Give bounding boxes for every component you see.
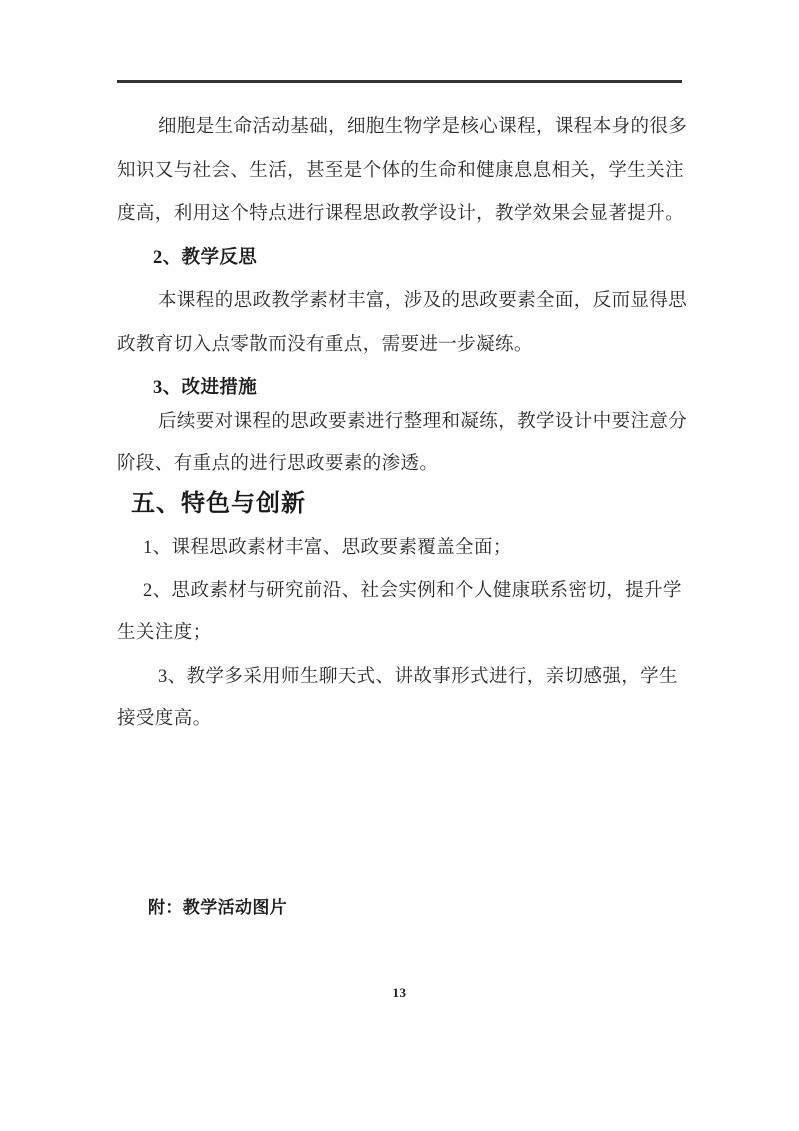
features-item-2-line-1: 2、思政素材与研究前沿、社会实例和个人健康联系密切，提升学 — [143, 581, 682, 601]
improvement-paragraph-line-1: 后续要对课程的思政要素进行整理和凝练，教学设计中要注意分 — [158, 412, 688, 432]
features-item-3-line-1: 3、教学多采用师生聊天式、讲故事形式进行，亲切感强，学生 — [158, 667, 678, 687]
intro-paragraph-line-2: 知识又与社会、生活，甚至是个体的生命和健康息息相关，学生关注 — [117, 161, 685, 181]
features-item-2-line-2: 生关注度； — [117, 623, 212, 643]
section-heading-teaching-reflection: 2、教学反思 — [153, 248, 258, 268]
intro-paragraph-line-3: 度高，利用这个特点进行课程思政教学设计，教学效果会显著提升。 — [117, 204, 685, 224]
reflection-paragraph-line-1: 本课程的思政教学素材丰富，涉及的思政要素全面，反而显得思 — [158, 291, 688, 311]
header-rule — [117, 80, 682, 83]
intro-paragraph-line-1: 细胞是生命活动基础，细胞生物学是核心课程，课程本身的很多 — [158, 117, 688, 137]
improvement-paragraph-line-2: 阶段、有重点的进行思政要素的渗透。 — [117, 454, 439, 474]
features-item-3-line-2: 接受度高。 — [117, 709, 212, 729]
reflection-paragraph-line-2: 政教育切入点零散而没有重点，需要进一步凝练。 — [117, 335, 533, 355]
page-number: 13 — [392, 985, 407, 1000]
chapter-heading-features-innovation: 五、特色与创新 — [131, 490, 306, 517]
section-heading-improvement-measures: 3、改进措施 — [153, 378, 258, 398]
attachment-note: 附：教学活动图片 — [148, 898, 288, 917]
features-item-1: 1、课程思政素材丰富、思政要素覆盖全面； — [143, 538, 512, 558]
